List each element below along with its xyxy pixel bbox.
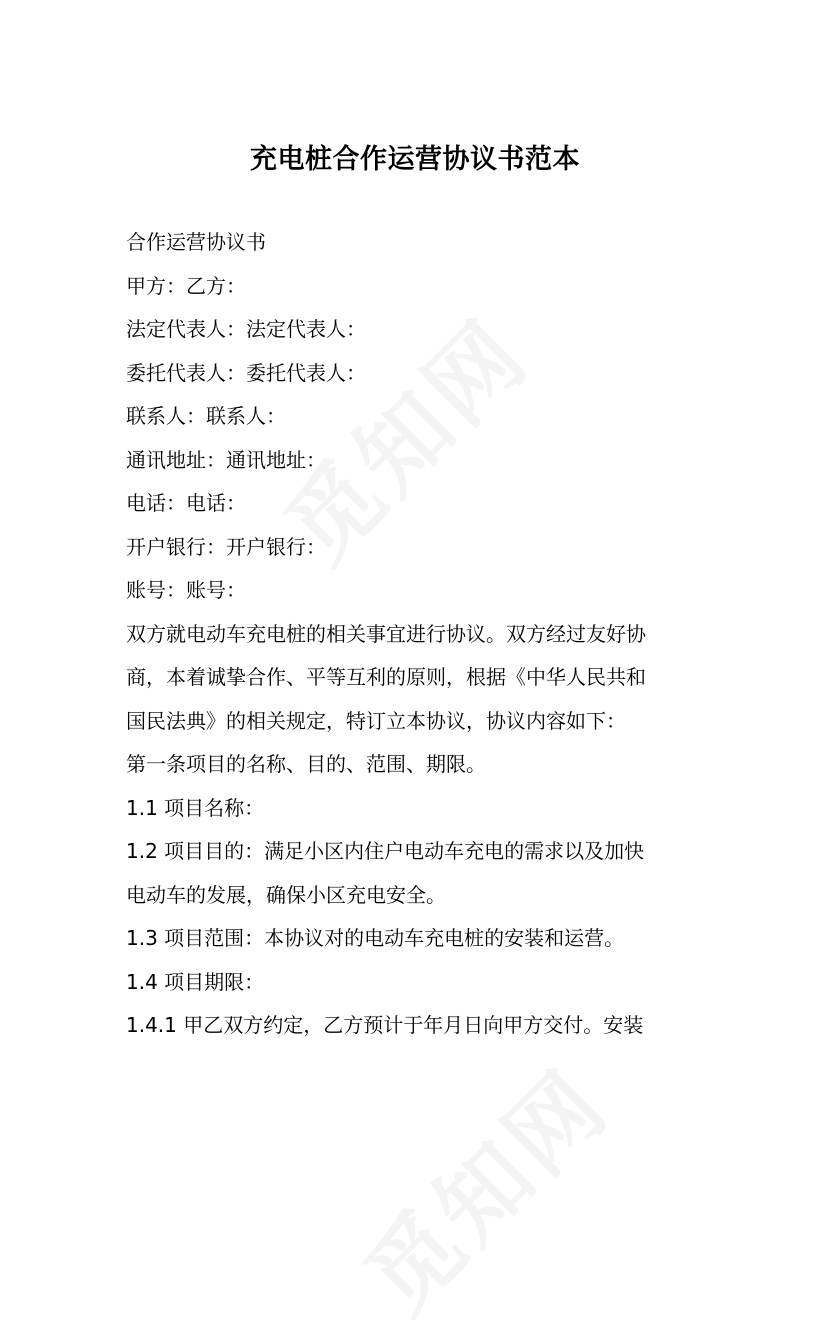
body-line: 商，本着诚挚合作、平等互利的原则，根据《中华人民共和 xyxy=(126,665,646,689)
body-line: 第一条项目的名称、目的、范围、期限。 xyxy=(126,752,486,776)
body-line: 合作运营协议书 xyxy=(126,230,266,254)
body-line: 1.2 项目目的：满足小区内住户电动车充电的需求以及加快 xyxy=(126,839,645,863)
body-line: 联系人：联系人： xyxy=(126,404,286,428)
body-line: 委托代表人：委托代表人： xyxy=(126,360,366,385)
body-line: 开户银行：开户银行： xyxy=(126,534,326,559)
body-line: 法定代表人：法定代表人： xyxy=(126,317,366,341)
body-line: 1.4.1 甲乙双方约定，乙方预计于年月日向甲方交付。安装 xyxy=(126,1013,644,1037)
body-line: 国民法典》的相关规定，特订立本协议，协议内容如下： xyxy=(126,708,626,733)
watermark xyxy=(331,1035,632,1336)
document-title: 充电桩合作运营协议书范本 xyxy=(250,144,580,175)
body-line: 1.1 项目名称： xyxy=(126,795,265,820)
body-line: 甲方：乙方： xyxy=(126,273,246,298)
body-line: 账号：账号： xyxy=(126,578,246,602)
body-line: 电动车的发展，确保小区充电安全。 xyxy=(126,882,446,907)
body-line: 双方就电动车充电桩的相关事宜进行协议。双方经过友好协 xyxy=(126,621,646,646)
body-line: 电话：电话： xyxy=(126,491,246,515)
body-line: 通讯地址：通讯地址： xyxy=(126,447,326,472)
body-line: 1.4 项目期限： xyxy=(126,969,265,994)
body-line: 1.3 项目范围：本协议对的电动车充电桩的安装和运营。 xyxy=(126,926,625,950)
document-body xyxy=(126,221,716,1048)
